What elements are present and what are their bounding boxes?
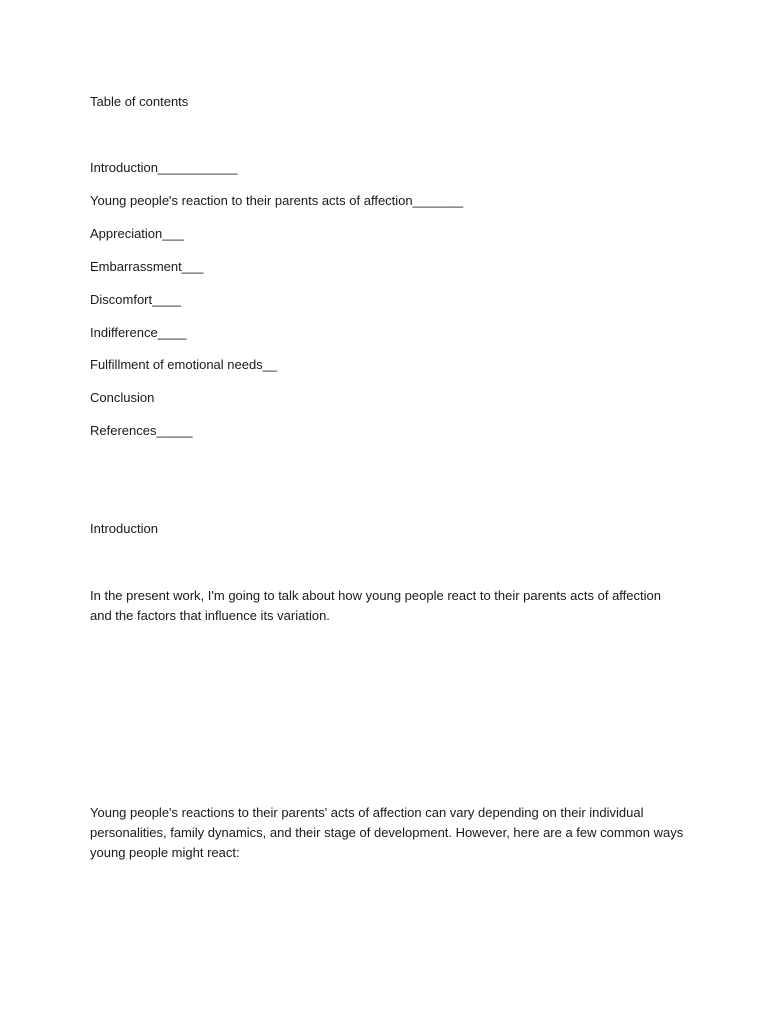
body-paragraph-line: young people might react: — [90, 845, 240, 860]
toc-item-indifference: Indifference____ — [90, 325, 187, 340]
toc-item-introduction: Introduction___________ — [90, 160, 238, 175]
intro-heading: Introduction — [90, 521, 158, 536]
intro-paragraph-line: and the factors that influence its variation. — [90, 608, 330, 623]
body-paragraph-line: personalities, family dynamics, and their stage of development. However, here are a few common ways — [90, 825, 684, 840]
body-paragraph-line: Young people's reactions to their parents' acts of affection can vary depending on their individual — [90, 805, 644, 820]
toc-item-fulfillment: Fulfillment of emotional needs__ — [90, 357, 278, 372]
toc-heading: Table of contents — [90, 94, 189, 109]
toc-item-conclusion: Conclusion — [90, 390, 155, 405]
toc-item-embarrassment: Embarrassment___ — [90, 259, 204, 274]
intro-paragraph-line: In the present work, I'm going to talk about how young people react to their parents acts of affection — [90, 588, 661, 603]
toc-item-discomfort: Discomfort____ — [90, 292, 182, 307]
toc-item-appreciation: Appreciation___ — [90, 226, 184, 241]
toc-item-references: References_____ — [90, 423, 193, 438]
body-paragraph — [90, 803, 690, 863]
toc-item-young-peoples-reaction: Young people's reaction to their parents acts of affection_______ — [90, 193, 464, 208]
intro-paragraph — [90, 586, 690, 626]
